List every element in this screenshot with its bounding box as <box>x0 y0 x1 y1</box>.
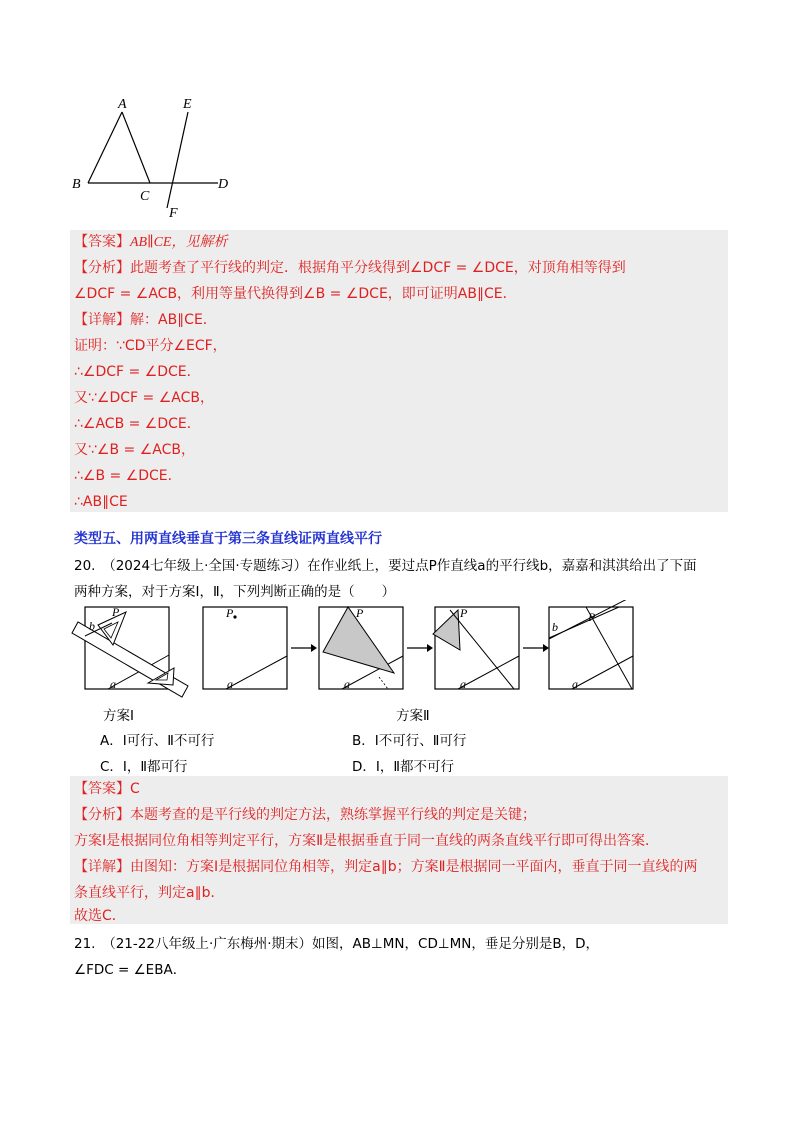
fig1-label-P: P <box>112 605 120 619</box>
answer20-answer: 【答案】C <box>74 781 140 797</box>
answer20-analysis-2: 方案Ⅰ是根据同位角相等判定平行，方案Ⅱ是根据垂直于同一直线的两条直线平行即可得出答案． <box>74 833 660 849</box>
question20-line2: 两种方案，对于方案Ⅰ，Ⅱ，下列判断正确的是（ ） <box>74 584 396 600</box>
fig1-label-b: b <box>89 619 95 633</box>
label-E: E <box>183 97 192 112</box>
proof-line: 证明：∵CD平分∠ECF， <box>74 338 227 354</box>
proof-line: ∴∠ACB = ∠DCE． <box>74 416 201 432</box>
proof-line: ∴∠B = ∠DCE． <box>74 468 182 484</box>
question20-figure <box>70 600 650 705</box>
answer20-analysis-1: 【分析】本题考查的是平行线的判定方法，熟练掌握平行线的判定是关键； <box>74 807 536 823</box>
caption-scheme-2: 方案Ⅱ <box>396 708 430 724</box>
caption-scheme-1: 方案Ⅰ <box>103 708 134 724</box>
question20-line1: 20. （2024七年级上·全国·专题练习）在作业纸上，要过点P作直线a的平行线b，嘉嘉和淇淇给出了下面 <box>74 558 697 574</box>
label-F: F <box>169 206 178 221</box>
fig5-label-a: a <box>572 677 578 691</box>
fig3-label-a: a <box>344 677 350 691</box>
fig4-label-a: a <box>460 677 466 691</box>
answer19-answer: 【答案】AB∥CE，见解析 <box>74 234 228 250</box>
answer19-detail: 【详解】解：AB∥CE． <box>74 312 217 328</box>
fig5-label-b: b <box>552 620 558 634</box>
answer20-detail-1: 【详解】由图知：方案Ⅰ是根据同位角相等，判定a∥b；方案Ⅱ是根据同一平面内，垂直于同一直线的两 <box>74 859 698 875</box>
option-a[interactable]: A．Ⅰ可行、Ⅱ不可行 <box>100 733 215 749</box>
proof-line: ∴AB∥CE <box>74 494 128 510</box>
fig4-label-P: P <box>460 606 468 620</box>
answer20-detail-2: 条直线平行，判定a∥b． <box>74 885 225 901</box>
option-d[interactable]: D．Ⅰ，Ⅱ都不可行 <box>352 759 455 775</box>
proof-line: 又∵∠B = ∠ACB， <box>74 442 195 458</box>
fig2-label-P: P <box>226 606 234 620</box>
fig2-label-a: a <box>227 677 233 691</box>
question21-line1: 21. （21-22八年级上·广东梅州·期末）如图，AB⊥MN，CD⊥MN，垂足分别是B，D， <box>74 936 600 952</box>
section-heading: 类型五、用两直线垂直于第三条直线证两直线平行 <box>74 531 382 547</box>
fig3-label-P: P <box>356 606 364 620</box>
question21-line2: ∠FDC = ∠EBA． <box>74 962 187 978</box>
option-c[interactable]: C．Ⅰ，Ⅱ都可行 <box>100 759 188 775</box>
fig5-label-P: P <box>588 610 596 624</box>
fig1-label-a: a <box>110 677 116 691</box>
answer19-analysis-1: 【分析】此题考查了平行线的判定．根据角平分线得到∠DCF = ∠DCE，对顶角相等得到 <box>74 260 626 276</box>
geometry-figure-triangle <box>70 92 240 222</box>
option-b[interactable]: B．Ⅰ不可行、Ⅱ可行 <box>352 733 467 749</box>
proof-line: 又∵∠DCF = ∠ACB， <box>74 390 214 406</box>
label-A: A <box>118 97 127 112</box>
label-D: D <box>218 177 229 192</box>
answer19-analysis-2: ∠DCF = ∠ACB，利用等量代换得到∠B = ∠DCE，即可证明AB∥CE． <box>74 286 517 302</box>
proof-line: ∴∠DCF = ∠DCE． <box>74 364 201 380</box>
answer20-detail-3: 故选C． <box>74 908 126 924</box>
label-B: B <box>72 177 81 192</box>
label-C: C <box>140 189 150 204</box>
